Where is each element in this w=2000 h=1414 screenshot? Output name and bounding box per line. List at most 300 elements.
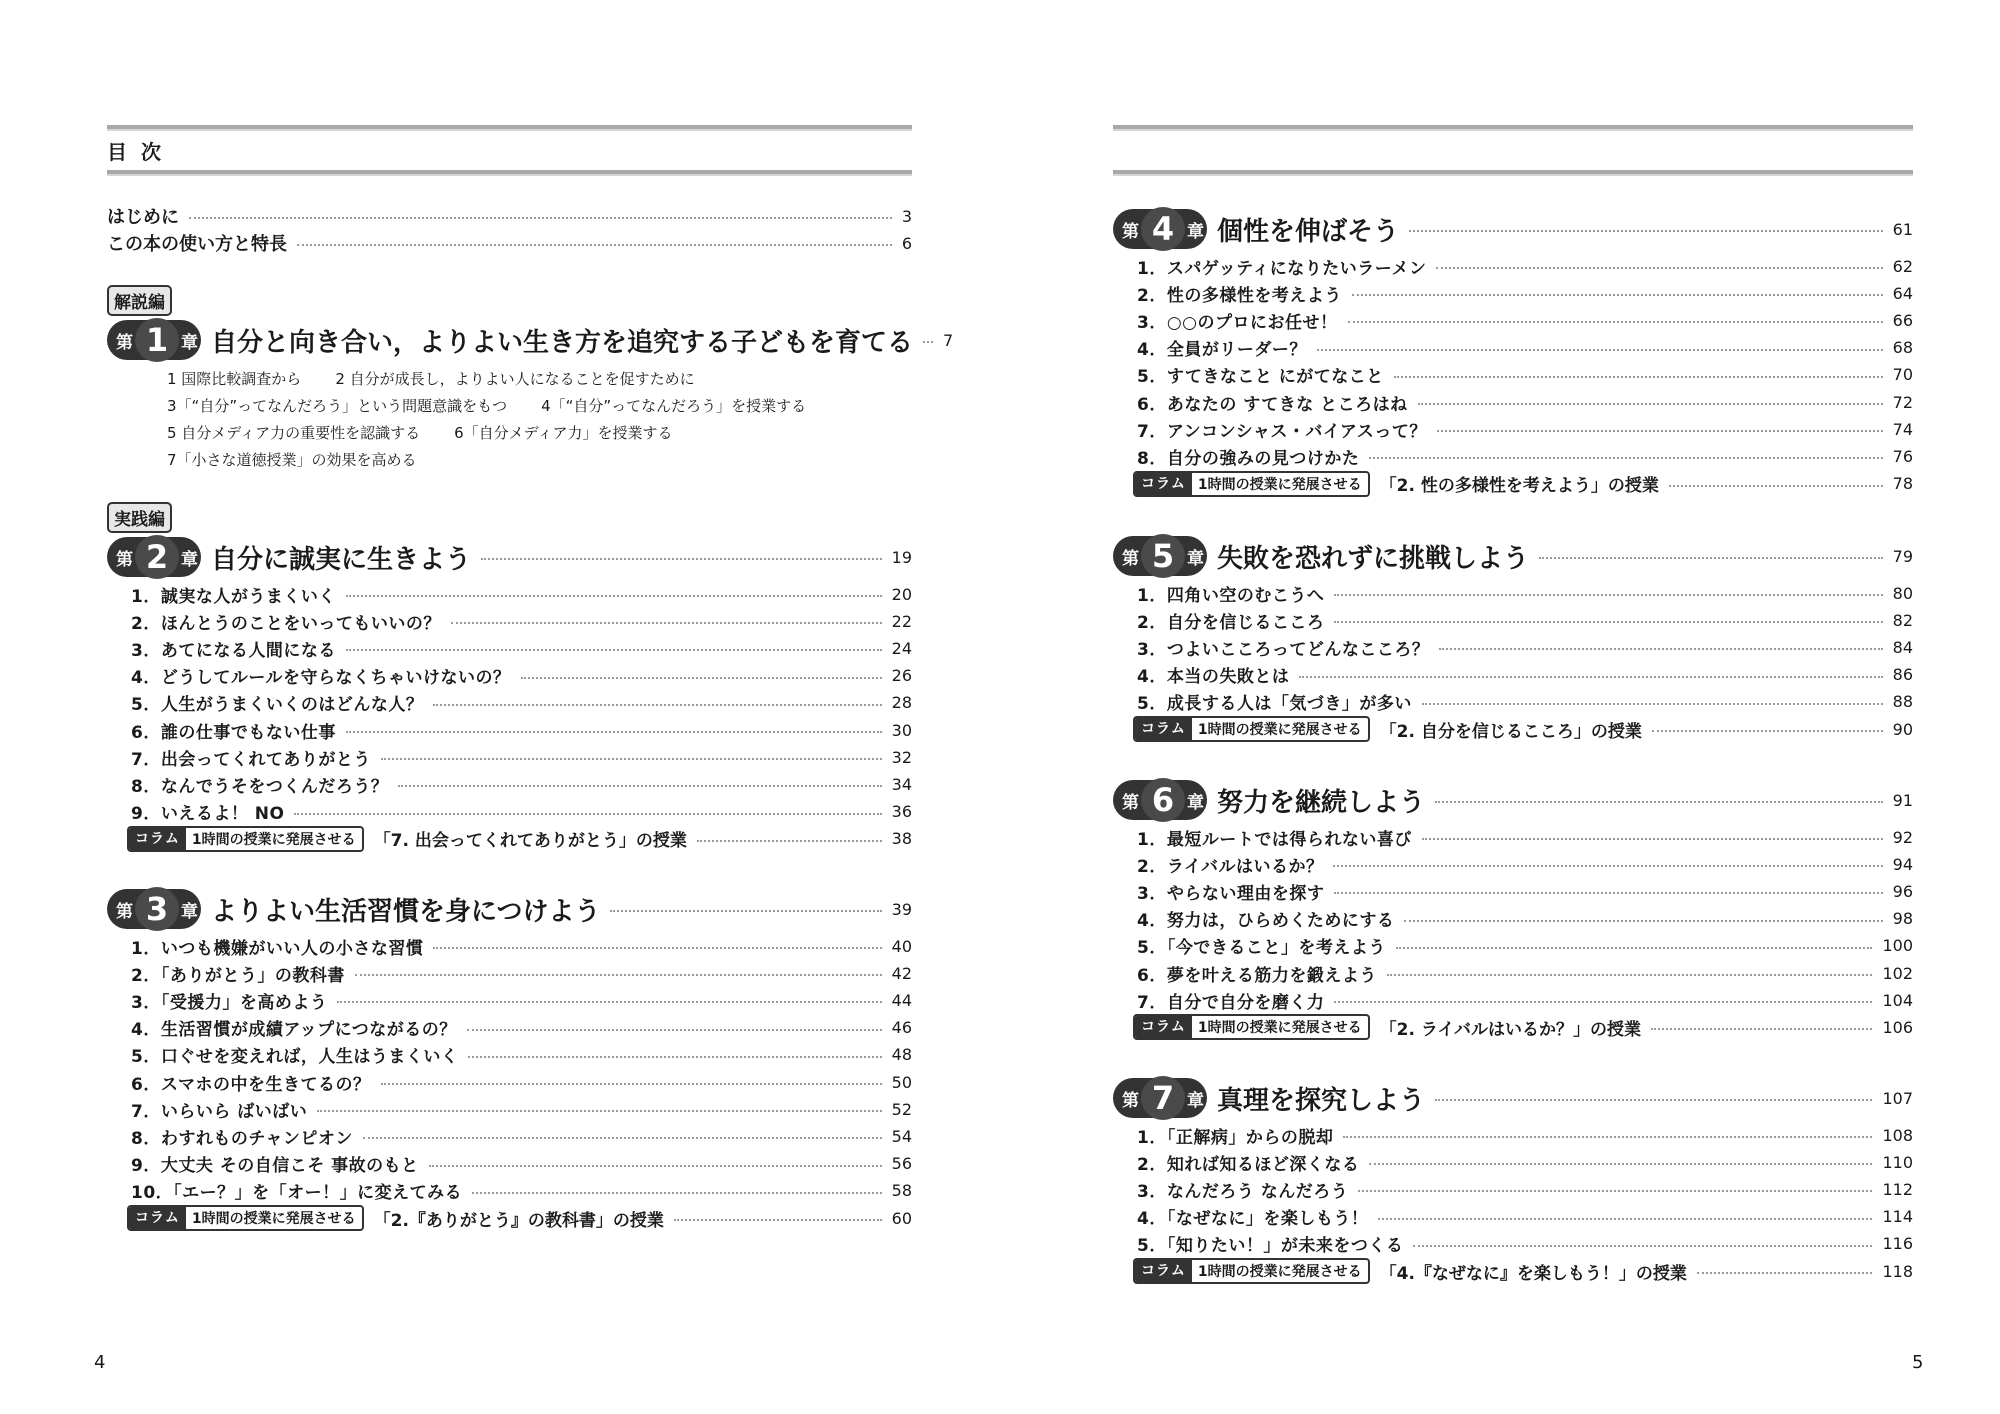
toc-item[interactable] [1137,1231,1913,1257]
page-number: 107 [1882,1088,1913,1108]
entry-label: 1．誠実な人がうまくいく [131,586,336,607]
leader-dots [1413,1245,1872,1247]
entry-label: 2．自分を信じるこころ [1137,612,1325,633]
entry-label: 5．成長する人は「気づき」が多い [1137,694,1412,715]
page-number: 46 [891,1018,912,1038]
toc-item[interactable] [131,1042,912,1068]
page-number: 40 [891,936,912,956]
page-number: 36 [891,802,912,822]
toc-item[interactable] [1137,335,1913,361]
entry-label: 7．アンコンシャス・バイアスって？ [1137,421,1427,442]
page-number: 76 [1892,446,1913,466]
column-title: 「7. 出会ってくれてありがとう」の授業 [373,831,687,852]
toc-item[interactable] [131,1178,912,1204]
leader-dots [1409,230,1883,232]
column-tag [127,826,364,852]
front-matter-item[interactable] [107,203,912,229]
column-tag [1133,471,1370,497]
entry-label: 1．四角い空のむこうへ [1137,585,1325,606]
entry-label: 7．出会ってくれてありがとう [131,749,371,770]
chapter-heading[interactable] [1113,207,1913,251]
leader-dots [1334,1001,1872,1003]
toc-item[interactable] [1137,443,1913,469]
toc-item[interactable] [1137,987,1913,1013]
leader-dots [451,622,882,624]
leader-dots [1369,1163,1872,1165]
page-number: 20 [891,584,912,604]
subsection-item[interactable]: 4「“自分”ってなんだろう」を授業する [541,397,807,415]
entry-label: 5．「知りたい！」が未来をつくる [1137,1236,1404,1257]
page-number: 60 [891,1208,912,1228]
right-page [1000,0,2000,1414]
page-number: 24 [891,638,912,658]
entry-label: 3．○○のプロにお任せ！ [1137,312,1338,333]
leader-dots [337,1001,881,1003]
page-number: 110 [1882,1152,1913,1172]
chapter-title: 真理を探究しよう [1217,1085,1426,1116]
leader-dots [355,974,882,976]
chapter-prefix: 第 [116,901,133,922]
leader-dots [294,813,881,815]
column-entry[interactable] [127,826,912,852]
toc-item[interactable] [1137,851,1913,877]
entry-label: 8．わすれものチャンピオン [131,1128,353,1149]
chapter1-subsection-row [167,422,706,443]
toc-item[interactable] [131,1123,912,1149]
toc-item[interactable] [1137,634,1913,660]
toc-item[interactable] [1137,416,1913,442]
toc-item[interactable] [1137,1122,1913,1148]
leader-dots [1334,892,1882,894]
toc-item[interactable] [131,635,912,661]
chapter-suffix: 章 [181,549,198,570]
toc-item[interactable] [131,933,912,959]
page-number: 116 [1882,1234,1913,1254]
column-tag-desc: 1時間の授業に発展させる [1197,1264,1362,1280]
page-number: 91 [1892,790,1913,810]
section-tag-kaisetsu: 解説編 [107,285,172,316]
leader-dots [1343,1136,1872,1138]
chapter-badge [1113,780,1207,820]
chapter-number: 7 [1141,1076,1185,1120]
chapter-heading[interactable] [107,887,912,931]
title-rule [1113,170,1913,176]
page-number: 70 [1892,365,1913,385]
toc-item[interactable] [131,663,912,689]
column-entry[interactable] [1133,1258,1913,1284]
toc-item[interactable] [1137,307,1913,333]
page-number: 7 [943,330,954,350]
toc-item[interactable] [1137,580,1913,606]
page-number: 68 [1892,338,1913,358]
chapter-suffix: 章 [1187,792,1204,813]
leader-dots [1422,703,1883,705]
toc-item[interactable] [1137,1204,1913,1230]
chapter-prefix: 第 [116,549,133,570]
leader-dots [481,558,882,560]
subsection-item[interactable]: 2 自分が成長し，よりよい人になることを促すために [335,370,695,388]
column-tag-label: コラム [129,828,186,850]
leader-dots [1358,1190,1872,1192]
toc-item[interactable] [1137,1149,1913,1175]
page-number: 61 [1892,219,1913,239]
leader-dots [1299,676,1882,678]
toc-item[interactable] [131,1069,912,1095]
leader-dots [1394,376,1883,378]
toc-item[interactable] [131,1015,912,1041]
chapter-number: 1 [135,318,179,362]
chapter-title: 自分と向き合い，よりよい生き方を追究する子どもを育てる [211,327,914,358]
page-number: 104 [1882,990,1913,1010]
leader-dots [923,341,933,343]
entry-label: 4．どうしてルールを守らなくちゃいけないの？ [131,668,511,689]
chapter-badge [107,889,201,929]
toc-item[interactable] [1137,1176,1913,1202]
toc-item[interactable] [131,608,912,634]
chapter-suffix: 章 [1187,221,1204,242]
column-entry[interactable] [1133,471,1913,497]
column-title: 「2. 自分を信じるこころ」の授業 [1379,721,1642,742]
entry-label: 1．スパゲッティになりたいラーメン [1137,258,1427,279]
page-number: 52 [891,1099,912,1119]
leader-dots [433,704,881,706]
entry-label: 7．自分で自分を磨く力 [1137,992,1325,1013]
column-tag-label: コラム [129,1207,186,1229]
toc-item[interactable] [1137,933,1913,959]
column-tag-desc: 1時間の授業に発展させる [191,831,356,848]
toc-item[interactable] [1137,362,1913,388]
leader-dots [1435,801,1883,803]
chapter-prefix: 第 [1122,548,1139,569]
leader-dots [1387,974,1873,976]
entry-label: 1．「正解病」からの脱却 [1137,1127,1334,1148]
page-number: 56 [891,1154,912,1174]
chapter-badge [107,320,201,360]
page-number: 88 [1892,692,1913,712]
chapter-prefix: 第 [1122,221,1139,242]
subsection-item[interactable]: 6「自分メディア力」を授業する [454,424,673,442]
leader-dots [297,244,892,246]
page-number: 80 [1892,583,1913,603]
leader-dots [674,1219,882,1221]
chapter-badge [1113,209,1207,249]
entry-label: この本の使い方と特長 [107,234,287,255]
leader-dots [346,649,882,651]
column-entry[interactable] [1133,716,1913,742]
page-number: 34 [891,774,912,794]
column-tag [1133,716,1370,742]
entry-label: 8．なんでうそをつくんだろう？ [131,776,389,797]
toc-item[interactable] [131,690,912,716]
leader-dots [1348,321,1883,323]
toc-item[interactable] [131,771,912,797]
page-number: 112 [1882,1179,1913,1199]
chapter1-subsection-row [167,368,729,389]
page-number: 50 [891,1072,912,1092]
chapter-title: 個性を伸ばそう [1217,216,1400,247]
leader-dots [381,1083,882,1085]
front-matter-item[interactable] [107,230,912,256]
leader-dots [1396,947,1873,949]
chapter-heading[interactable] [107,318,954,362]
top-rule [107,125,912,131]
entry-label: 4．全員がリーダー？ [1137,340,1307,361]
page-number: 22 [891,611,912,631]
chapter-heading[interactable] [1113,1076,1913,1120]
chapter-title: 自分に誠実に生きよう [211,544,472,575]
page-number: 38 [891,829,912,849]
column-title: 「4.『なぜなに』を楽しもう！」の授業 [1379,1263,1687,1284]
chapter-number: 2 [135,535,179,579]
chapter-heading[interactable] [1113,534,1913,578]
column-tag-desc: 1時間の授業に発展させる [1197,1020,1362,1037]
entry-label: 1．最短ルートでは得られない喜び [1137,829,1412,850]
leader-dots [1378,1218,1872,1220]
toc-item[interactable] [131,799,912,825]
column-entry[interactable] [127,1205,912,1231]
entry-label: 3．やらない理由を探す [1137,883,1325,904]
page-number: 86 [1892,665,1913,685]
entry-label: 9．いえるよ！ NO [131,804,285,825]
chapter-prefix: 第 [1122,1090,1139,1111]
chapter-prefix: 第 [1122,792,1139,813]
leader-dots [381,758,882,760]
leader-dots [1404,920,1882,922]
entry-label: 3．なんだろう なんだろう [1137,1181,1349,1202]
chapter1-subsection-row [167,395,840,416]
column-title: 「2.『ありがとう』の教科書」の授業 [373,1210,664,1231]
toc-item[interactable] [1137,280,1913,306]
entry-label: 5．人生がうまくいくのはどんな人？ [131,695,424,716]
chapter-suffix: 章 [181,332,198,353]
page-number: 6 [901,233,912,253]
entry-label: 9．大丈夫 その自信こそ 事故のもと [131,1156,419,1177]
entry-label: 4．「なぜなに」を楽しもう！ [1137,1209,1369,1230]
column-title: 「2. 性の多様性を考えよう」の授業 [1379,476,1659,497]
leader-dots [398,785,881,787]
page-number-right: 5 [1912,1352,1924,1373]
entry-label: 3．あてになる人間になる [131,640,336,661]
chapter-prefix: 第 [116,332,133,353]
page-number: 96 [1892,881,1913,901]
entry-label: 6．誰の仕事でもない仕事 [131,722,336,743]
chapter-title: よりよい生活習慣を身につけよう [211,896,601,927]
page-number: 118 [1882,1261,1913,1281]
entry-label: 2．知れば知るほど深くなる [1137,1154,1360,1175]
leader-dots [433,947,881,949]
chapter1-subsection-row [167,449,451,470]
subsection-item[interactable]: 7「小さな道徳授業」の効果を高める [167,451,417,469]
column-entry[interactable] [1133,1014,1913,1040]
subsection-item[interactable]: 1 国際比較調査から [167,370,302,388]
entry-label: 8．自分の強みの見つけかた [1137,448,1360,469]
column-tag [1133,1258,1370,1284]
page-number: 30 [891,720,912,740]
column-tag-label: コラム [1135,718,1192,740]
entry-label: 2．ほんとうのことをいってもいいの？ [131,613,441,634]
toc-item[interactable] [131,987,912,1013]
toc-item[interactable] [1137,607,1913,633]
chapter-number: 6 [1141,778,1185,822]
toc-item[interactable] [131,581,912,607]
leader-dots [189,217,892,219]
page-number: 92 [1892,827,1913,847]
page-number: 26 [891,666,912,686]
toc-item[interactable] [131,744,912,770]
chapter-badge [107,537,201,577]
page-number: 54 [891,1126,912,1146]
page-number: 79 [1892,546,1913,566]
page-number: 58 [891,1181,912,1201]
chapter-suffix: 章 [181,901,198,922]
toc-item[interactable] [1137,960,1913,986]
leader-dots [1539,557,1883,559]
page-number: 108 [1882,1125,1913,1145]
page-number: 94 [1892,854,1913,874]
page-number: 64 [1892,283,1913,303]
chapter-badge [1113,536,1207,576]
page-number: 19 [891,547,912,567]
leader-dots [1669,485,1883,487]
leader-dots [1334,594,1882,596]
leader-dots [1437,430,1883,432]
page-number: 98 [1892,909,1913,929]
chapter-suffix: 章 [1187,1090,1204,1111]
subsection-item[interactable]: 5 自分メディア力の重要性を認識する [167,424,421,442]
chapter-suffix: 章 [1187,548,1204,569]
chapter-number: 5 [1141,534,1185,578]
top-rule [1113,125,1913,131]
leader-dots [1317,349,1883,351]
page-number: 74 [1892,419,1913,439]
page-number: 78 [1892,474,1913,494]
entry-label: 1．いつも機嫌がいい人の小さな習慣 [131,938,424,959]
leader-dots [1418,403,1883,405]
entry-label: 6．あなたの すてきな ところはね [1137,394,1408,415]
entry-label: 7．いらいら ばいばい [131,1101,308,1122]
page-number: 66 [1892,310,1913,330]
page-number: 42 [891,963,912,983]
toc-item[interactable] [1137,906,1913,932]
entry-label: はじめに [107,207,179,228]
column-tag-label: コラム [1135,473,1192,495]
toc-title: 目次 [107,140,175,164]
column-tag-desc: 1時間の授業に発展させる [191,1211,356,1227]
page-number: 84 [1892,637,1913,657]
entry-label: 10．「エー？」を「オー！」に変えてみる [131,1183,463,1204]
column-tag [1133,1014,1370,1040]
leader-dots [1333,865,1882,867]
leader-dots [1652,730,1883,732]
page-number: 72 [1892,392,1913,412]
chapter-heading[interactable] [107,535,912,579]
toc-item[interactable] [1137,662,1913,688]
page-number: 48 [891,1045,912,1065]
toc-item[interactable] [131,960,912,986]
entry-label: 4．生活習慣が成績アップにつながるの？ [131,1020,457,1041]
toc-item[interactable] [1137,824,1913,850]
leader-dots [697,840,882,842]
page-number: 90 [1892,719,1913,739]
column-tag-desc: 1時間の授業に発展させる [1197,722,1362,738]
toc-item[interactable] [131,717,912,743]
page-number: 44 [891,990,912,1010]
leader-dots [1651,1028,1872,1030]
leader-dots [346,731,882,733]
chapter-number: 4 [1141,207,1185,251]
entry-label: 4．努力は，ひらめくためにする [1137,911,1395,932]
toc-item[interactable] [131,1151,912,1177]
leader-dots [317,1110,881,1112]
leader-dots [1369,457,1882,459]
leader-dots [1439,648,1882,650]
page-number: 106 [1882,1017,1913,1037]
leader-dots [346,595,882,597]
entry-label: 5．「今できること」を考えよう [1137,938,1386,959]
leader-dots [1422,838,1883,840]
toc-item[interactable] [1137,253,1913,279]
leader-dots [1352,294,1883,296]
leader-dots [1435,1099,1872,1101]
entry-label: 5．口ぐせを変えれば，人生はうまくいく [131,1047,459,1068]
chapter-title: 努力を継続しよう [1217,787,1426,818]
page-number: 32 [891,747,912,767]
entry-label: 3．「受援力」を高めよう [131,992,328,1013]
page-number: 3 [901,206,912,226]
toc-item[interactable] [131,1096,912,1122]
chapter-heading[interactable] [1113,778,1913,822]
entry-label: 6．夢を叶える筋力を鍛えよう [1137,965,1377,986]
entry-label: 3．つよいこころってどんなこころ？ [1137,639,1430,660]
leader-dots [467,1029,882,1031]
column-tag [127,1205,364,1231]
leader-dots [1436,267,1882,269]
page-number: 114 [1882,1207,1913,1227]
chapter-number: 3 [135,887,179,931]
page-number: 62 [1892,256,1913,276]
leader-dots [1697,1272,1873,1274]
page-number: 100 [1882,936,1913,956]
column-title: 「2. ライバルはいるか？」の授業 [1379,1019,1641,1040]
chapter-title: 失敗を恐れずに挑戦しよう [1217,543,1530,574]
page-number: 102 [1882,963,1913,983]
leader-dots [472,1192,881,1194]
page-number: 28 [891,693,912,713]
leader-dots [363,1137,882,1139]
entry-label: 2．性の多様性を考えよう [1137,285,1342,306]
entry-label: 6．スマホの中を生きてるの？ [131,1074,371,1095]
page-number: 82 [1892,610,1913,630]
entry-label: 2．ライバルはいるか？ [1137,856,1324,877]
column-tag-label: コラム [1135,1016,1192,1038]
leader-dots [429,1165,882,1167]
page-number: 39 [891,899,912,919]
toc-item[interactable] [1137,689,1913,715]
column-tag-label: コラム [1135,1260,1192,1282]
entry-label: 5．すてきなこと にがてなこと [1137,367,1384,388]
leader-dots [1334,621,1882,623]
toc-item[interactable] [1137,878,1913,904]
title-rule [107,170,912,176]
section-tag-jissen: 実践編 [107,502,172,533]
page-number-left: 4 [94,1352,106,1373]
leader-dots [610,910,881,912]
subsection-item[interactable]: 3「“自分”ってなんだろう」という問題意識をもつ [167,397,508,415]
entry-label: 2．「ありがとう」の教科書 [131,965,345,986]
toc-item[interactable] [1137,389,1913,415]
column-tag-desc: 1時間の授業に発展させる [1197,476,1362,493]
leader-dots [521,677,882,679]
